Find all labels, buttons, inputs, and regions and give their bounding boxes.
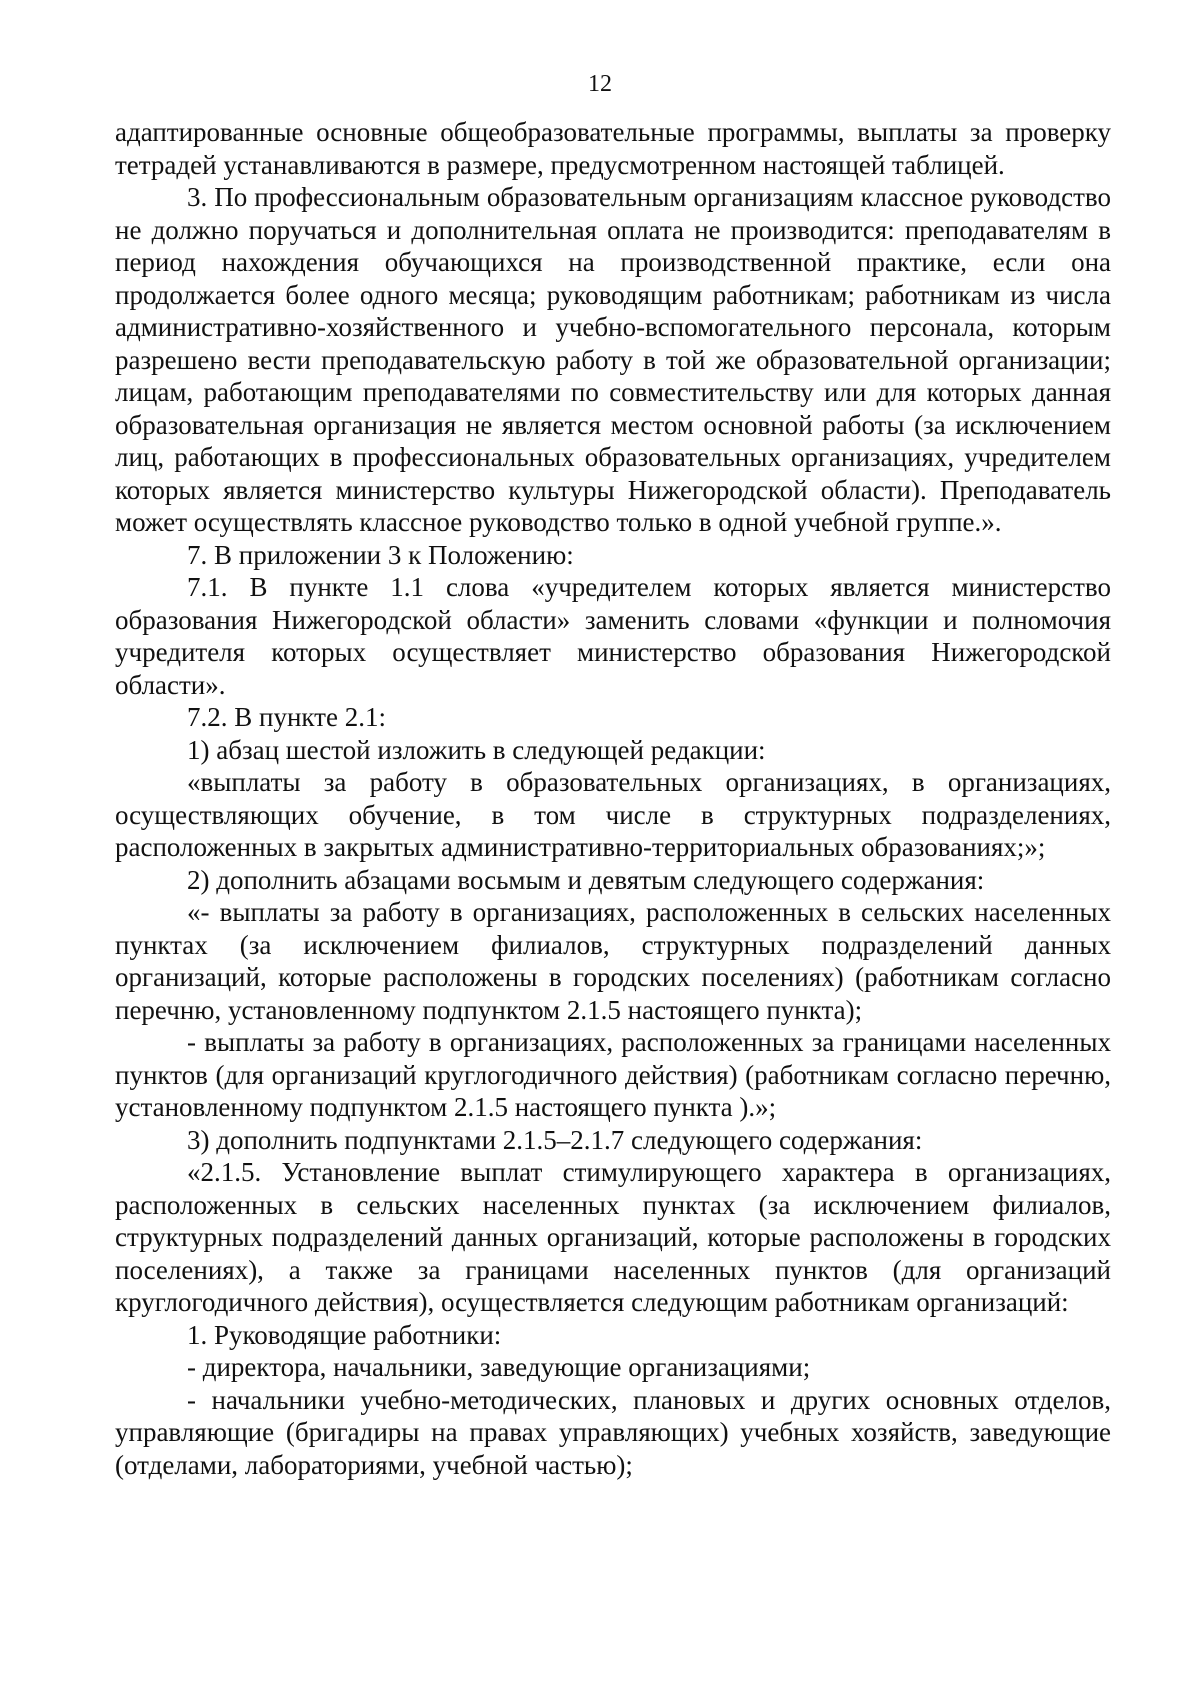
paragraph: - начальники учебно-методических, плановых и других основных отделов, управляющие (бригадиры на правах управляющих) учебных хозяйств, заведующие (отделами, лабораториями, учебной частью); (115, 1384, 1111, 1480)
paragraph: 7.2. В пункте 2.1: (187, 702, 386, 732)
paragraph: «2.1.5. Установление выплат стимулирующего характера в организациях, расположенных в сельских населенных пунктах (за исключением филиалов, структурных подразделений данных организаций, которые расположены в городских поселениях), а также за границами населенных пунктов (для организаций круглогодичного действия), осуществляется следующим работникам организаций: (115, 1157, 1111, 1317)
paragraph: 2) дополнить абзацами восьмым и девятым следующего содержания: (187, 864, 985, 895)
page-number: 12 (588, 71, 612, 97)
paragraph: 7. В приложении 3 к Положению: (187, 539, 574, 570)
paragraph: «выплаты за работу в образовательных организациях, в организациях, осуществляющих обучение, в том числе в структурных подразделениях, расположенных в закрытых административно-территориальных образованиях;»; (115, 767, 1111, 862)
paragraph: 7.1. В пункте 1.1 слова «учредителем которых является министерство образования Нижегородской области» заменить словами «функции и полномочия учредителя которых осуществляет министерство образования Нижегородской области». (115, 572, 1111, 700)
paragraph: 3) дополнить подпунктами 2.1.5–2.1.7 следующего содержания: (187, 1124, 923, 1155)
paragraph: - выплаты за работу в организациях, расположенных за границами населенных пунктов (для организаций круглогодичного действия) (работникам согласно перечню, установленному подпунктом 2.1.5 настоящего пункта ).»; (115, 1027, 1111, 1122)
paragraph: - директора, начальники, заведующие организациями; (187, 1352, 811, 1382)
paragraph: 1) абзац шестой изложить в следующей редакции: (187, 734, 766, 765)
paragraph: 3. По профессиональным образовательным организациям классное руководство не должно поручаться и дополнительная оплата не производится: преподавателям в период нахождения обучающихся на производственной практике, если она продолжается более одного месяца; руководящим работникам; работникам из числа административно-хозяйственного и учебно-вспомогательного персонала, которым разрешено вести преподавательскую работу в той же образовательной организации; лицам, работающим преподавателями по совместительству или для которых данная образовательная организация не является местом основной работы (за исключением лиц, работающих в профессиональных образовательных организациях, учредителем которых является министерство культуры Нижегородской области). Преподаватель может осуществлять классное руководство только в одной учебной группе.». (115, 182, 1111, 537)
paragraph: «- выплаты за работу в организациях, расположенных в сельских населенных пунктах (за исключением филиалов, структурных подразделений данных организаций, которые расположены в городских поселениях) (работникам согласно перечню, установленному подпунктом 2.1.5 настоящего пункта); (115, 897, 1111, 1025)
document-body (115, 116, 1111, 1481)
paragraph: 1. Руководящие работники: (187, 1319, 502, 1350)
paragraph: адаптированные основные общеобразовательные программы, выплаты за проверку тетрадей устанавливаются в размере, предусмотренном настоящей таблицей. (115, 117, 1111, 180)
